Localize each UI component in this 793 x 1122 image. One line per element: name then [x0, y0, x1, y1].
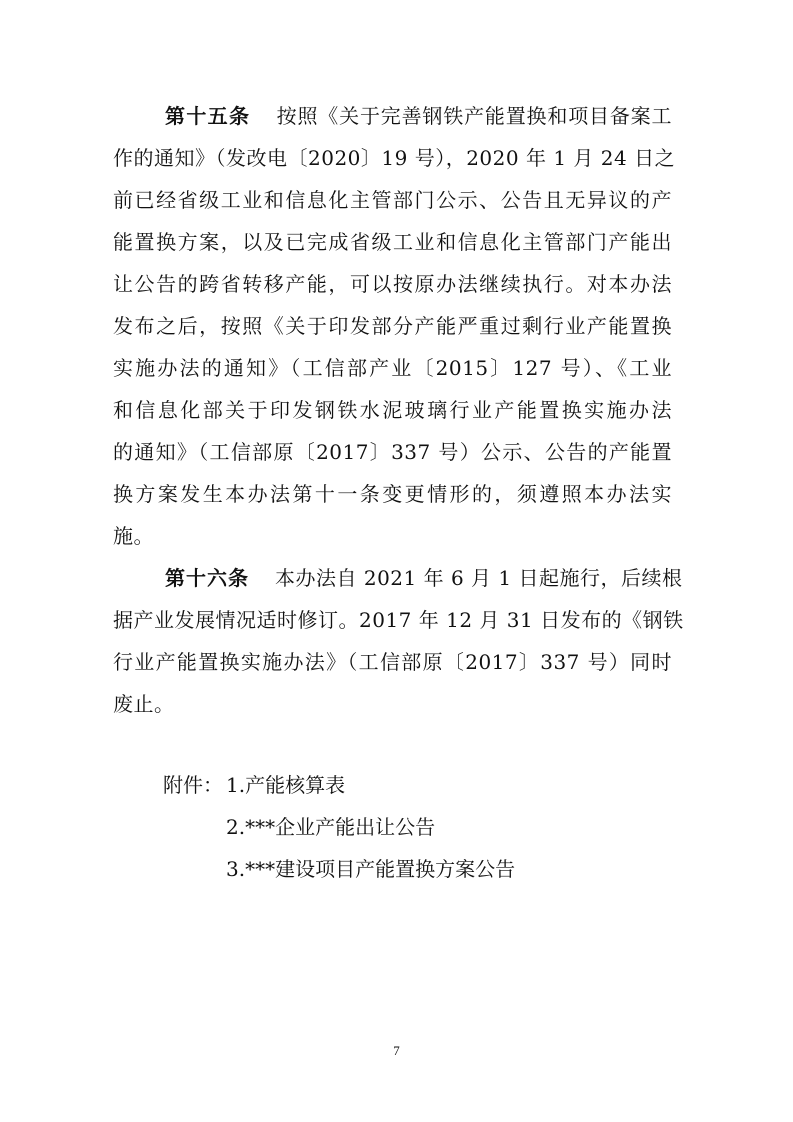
attachment-item-2: 2.***企业产能出让公告 — [226, 815, 436, 839]
attachments-label: 附件： — [163, 773, 223, 797]
article-15-line-4: 能置换方案，以及已完成省级工业和信息化主管部门产能出 — [113, 230, 672, 254]
page-number: 7 — [393, 1043, 400, 1058]
article-16-heading: 第十六条 — [165, 566, 249, 590]
article-15-line-1: 第十五条 按照《关于完善钢铁产能置换和项目备案工 — [165, 104, 673, 128]
attachment-item-1: 1.产能核算表 — [226, 773, 346, 797]
article-16-line-1: 第十六条 本办法自 2021 年 6 月 1 日起施行，后续根 — [165, 566, 683, 590]
article-16-line-3: 行业产能置换实施办法》（工信部原〔2017〕337 号）同时 — [113, 650, 672, 674]
article-15-line-10: 换方案发生本办法第十一条变更情形的，须遵照本办法实 — [113, 482, 672, 506]
article-15-line-9: 的通知》（工信部原〔2017〕337 号）公示、公告的产能置 — [113, 440, 672, 464]
article-16-line-2: 据产业发展情况适时修订。2017 年 12 月 31 日发布的《钢铁 — [113, 608, 684, 632]
article-15-line-7: 实施办法的通知》（工信部产业〔2015〕127 号）、《工业 — [113, 356, 672, 380]
article-15-line-5: 让公告的跨省转移产能，可以按原办法继续执行。对本办法 — [113, 272, 672, 296]
article-15-line-6: 发布之后，按照《关于印发部分产能严重过剩行业产能置换 — [113, 314, 672, 338]
article-15-line-11: 施。 — [113, 524, 154, 548]
attachment-item-3: 3.***建设项目产能置换方案公告 — [226, 857, 516, 881]
article-15-line-8: 和信息化部关于印发钢铁水泥玻璃行业产能置换实施办法 — [113, 398, 672, 422]
article-15-heading: 第十五条 — [165, 104, 251, 128]
article-15-line-3: 前已经省级工业和信息化主管部门公示、公告且无异议的产 — [113, 188, 672, 212]
article-16-line-4: 废止。 — [113, 692, 175, 716]
article-15-line-2: 作的通知》（发改电〔2020〕19 号），2020 年 1 月 24 日之 — [113, 146, 676, 170]
